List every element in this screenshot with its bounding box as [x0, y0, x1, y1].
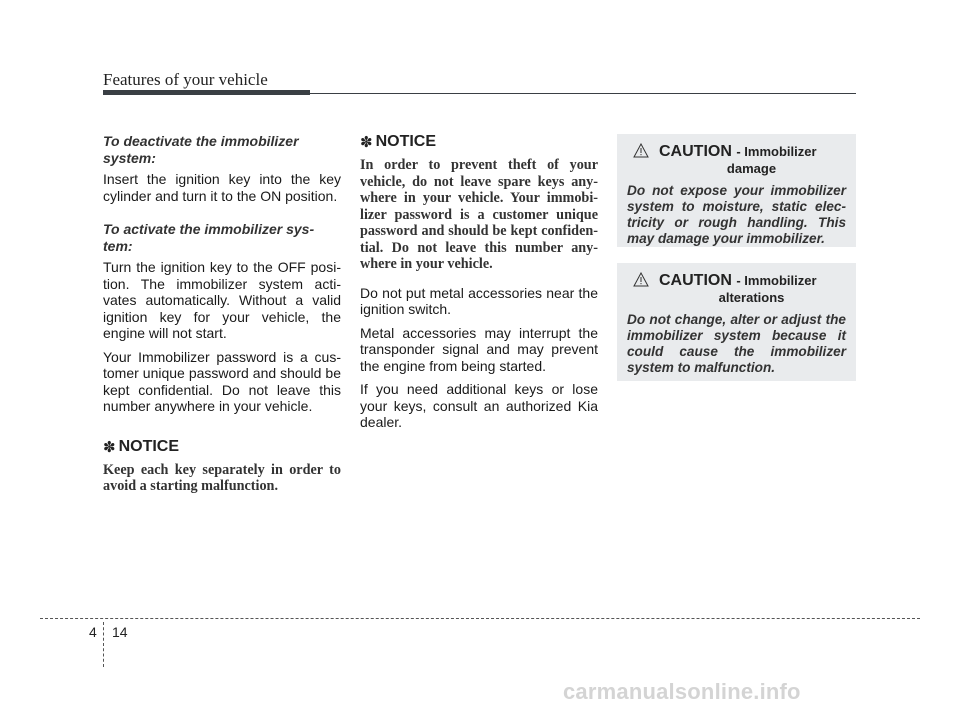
notice-title: NOTICE: [375, 133, 437, 150]
caution-text: Do not change, alter or adjust the immobilizer system because it could cause the immobilizer system to malfunction.: [627, 312, 846, 375]
caution-box-alterations: [617, 263, 856, 381]
caution-topic: - Immobilizer: [736, 273, 817, 288]
caution-heading: [627, 272, 846, 290]
activate-heading: To activate the immobilizer sys- tem:: [103, 221, 315, 254]
page-number: 14: [112, 624, 128, 640]
caution-label: CAUTION: [659, 143, 732, 160]
notice-star-icon: ✽: [360, 134, 373, 151]
caution-topic: - Immobilizer: [736, 144, 817, 159]
notice-text: Keep each key separately in order to avoid a starting malfunction.: [103, 461, 341, 494]
header-bar: [103, 90, 310, 95]
activate-text: Turn the ignition key to the OFF posi- tion. The immobilizer system acti- vates automatically. Without a valid ignition key for your vehicle, the engine will not start.: [103, 259, 341, 341]
notice-heading: [360, 133, 598, 151]
password-text: Your Immobilizer password is a cus- tomer unique password and should be kept confidential. Do not leave this number anywhere in your vehicle.: [103, 348, 341, 414]
caution-heading: [627, 143, 846, 161]
paragraph: Do not put metal accessories near the ignition switch.: [360, 284, 598, 317]
chapter-number: 4: [89, 624, 97, 640]
caution-text: Do not expose your immobilizer system to moisture, static elec- tricity or rough handling. This may damage your immobilizer.: [627, 183, 846, 246]
caution-label: CAUTION: [659, 272, 732, 289]
notice-text: In order to prevent theft of your vehicle, do not leave spare keys any- where in your vehicle. Your immobi- lizer password is a customer unique password and should be kept confiden- tial. Do not leave this number any- where in your vehicle.: [360, 157, 598, 272]
notice-star-icon: ✽: [103, 438, 116, 456]
warning-triangle-icon: [633, 272, 649, 287]
caution-subtitle: damage: [726, 161, 777, 176]
section-title: Features of your vehicle: [103, 70, 268, 89]
footer-divider: [40, 618, 920, 619]
deactivate-heading: To deactivate the immobilizer system:: [103, 133, 299, 166]
left-column: [103, 133, 341, 507]
watermark: carmanualsonline.info: [563, 679, 801, 704]
header-rule: [310, 93, 856, 94]
footer-vertical-divider: [103, 622, 104, 667]
notice-title: NOTICE: [118, 437, 180, 455]
middle-column: [360, 133, 598, 438]
notice-heading: [103, 438, 341, 456]
paragraph: Metal accessories may interrupt the transponder signal and may prevent the engine from being started.: [360, 324, 598, 374]
caution-subtitle: alterations: [718, 290, 785, 305]
warning-triangle-icon: [633, 143, 649, 158]
paragraph: If you need additional keys or lose your keys, consult an authorized Kia dealer.: [360, 381, 598, 430]
deactivate-text: Insert the ignition key into the key cylinder and turn it to the ON position.: [103, 171, 341, 204]
caution-box-damage: [617, 134, 856, 247]
